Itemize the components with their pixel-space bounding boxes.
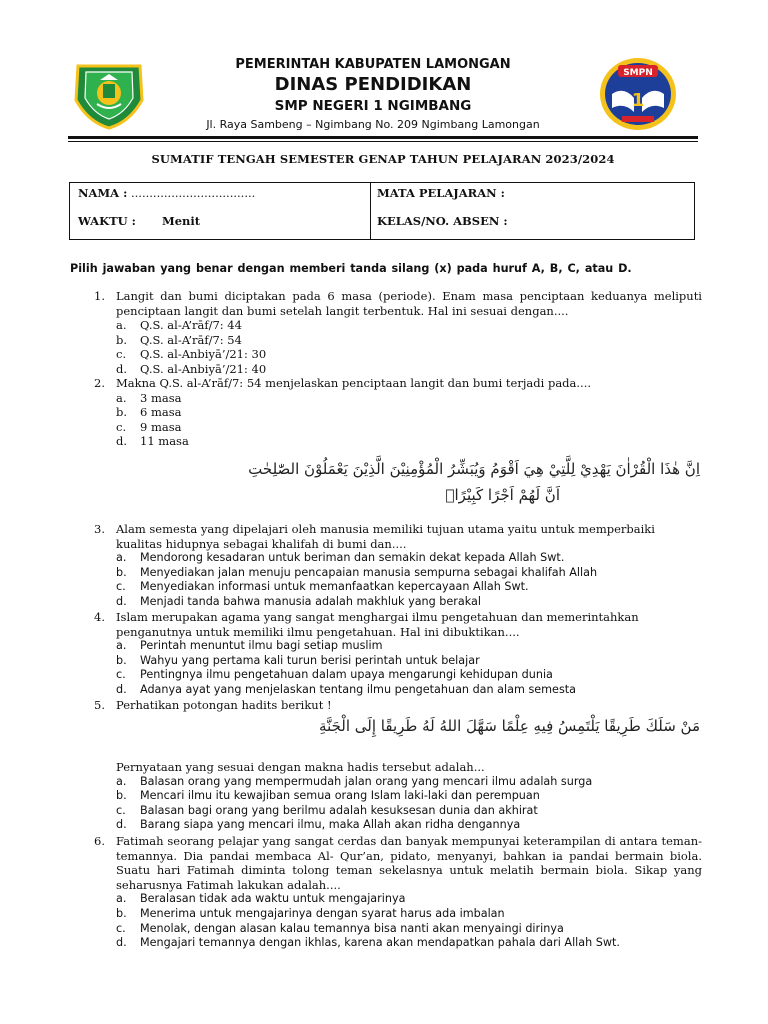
option-text: Balasan bagi orang yang berilmu adalah kesuksesan dunia dan akhirat <box>140 803 538 817</box>
option-text: Q.S. al-A’rāf/7: 54 <box>140 332 242 347</box>
option-text: Menjadi tanda bahwa manusia adalah makhluk yang berakal <box>140 594 481 608</box>
question-stem: Makna Q.S. al-A’rāf/7: 54 menjelaskan penciptaan langit dan bumi terjadi pada.... <box>116 376 592 390</box>
option-c[interactable] <box>116 804 702 819</box>
government-name: PEMERINTAH KABUPATEN LAMONGAN <box>235 57 511 72</box>
option-text: Pentingnya ilmu pengetahuan dalam upaya mengarungi kehidupan dunia <box>140 668 553 682</box>
school-logo-number: 1 <box>631 90 645 111</box>
option-d[interactable] <box>116 683 702 698</box>
option-letter: b. <box>116 405 128 420</box>
option-letter: d. <box>116 361 128 376</box>
hadith-text: مَنْ سَلَكَ طَرِيقًا يَلْتَمِسُ فِيهِ عِلْمًا سَهَّلَ اللهُ لَهُ طَرِيقًا إِلَى الْجَنَّةِ <box>319 717 700 735</box>
option-text: Perintah menuntut ilmu bagi setiap muslim <box>140 639 383 653</box>
option-text: Mencari ilmu itu kewajiban semua orang Islam laki-laki dan perempuan <box>140 789 540 803</box>
option-text: Adanya ayat yang menjelaskan tentang ilmu pengetahuan dan alam semesta <box>140 682 577 696</box>
option-letter: b. <box>116 565 127 579</box>
option-text: 6 masa <box>140 405 182 420</box>
option-b[interactable] <box>116 789 702 804</box>
option-letter: d. <box>116 818 127 832</box>
question-number: 5. <box>94 698 105 712</box>
option-d[interactable] <box>116 595 702 610</box>
question-stem: Perhatikan potongan hadits berikut ! <box>116 698 332 712</box>
question-stem: Langit dan bumi diciptakan pada 6 masa (periode). Enam masa penciptaan keduanya meliputi penciptaan langit dan bumi setelah langit terbentuk. Hal ini sesuai dengan.... <box>116 289 702 318</box>
letterhead-text <box>158 54 588 134</box>
option-text: Q.S. al-Anbiyā’/21: 40 <box>140 361 267 376</box>
option-letter: a. <box>116 318 127 333</box>
option-a[interactable] <box>116 391 702 406</box>
option-letter: c. <box>116 419 127 434</box>
option-text: Mendorong kesadaran untuk beriman dan semakin dekat kepada Allah Swt. <box>140 551 565 565</box>
option-a[interactable] <box>116 551 702 566</box>
option-c[interactable] <box>116 668 702 683</box>
question-number: 4. <box>94 610 105 624</box>
option-text: Barang siapa yang mencari ilmu, maka Allah akan ridha dengannya <box>140 818 521 832</box>
identity-box-divider <box>370 183 371 239</box>
option-letter: c. <box>116 347 127 362</box>
option-d[interactable] <box>116 434 702 449</box>
option-list <box>116 892 702 950</box>
letterhead-rule-thick <box>68 136 698 139</box>
option-letter: a. <box>116 639 127 653</box>
option-letter: a. <box>116 892 127 906</box>
question-stem: Fatimah seorang pelajar yang sangat cerdas dan banyak mempunyai keterampilan di antara teman-temannya. Dia pandai membaca Al- Qur’an, pidato, menyanyi, bahkan ia pandai bermain biola. Suatu hari Fatimah diminta tolong teman sekelasnya untuk melatih bermain biola. Sikap yang seharusnya Fatimah lakukan adalah.... <box>116 834 702 892</box>
option-letter: d. <box>116 936 127 950</box>
option-text: 9 masa <box>140 419 182 434</box>
option-letter: b. <box>116 906 127 920</box>
nama-label: NAMA : <box>78 186 128 200</box>
option-a[interactable] <box>116 318 702 333</box>
option-letter: d. <box>116 594 127 608</box>
option-text: Balasan orang yang mempermudah jalan orang yang mencari ilmu adalah surga <box>140 774 593 788</box>
department-name: DINAS PENDIDIKAN <box>274 74 472 95</box>
option-text: 3 masa <box>140 390 182 405</box>
option-letter: a. <box>116 774 127 788</box>
question-3 <box>94 522 702 610</box>
option-b[interactable] <box>116 333 702 348</box>
option-list <box>116 391 702 449</box>
option-letter: b. <box>116 332 128 347</box>
student-identity-box <box>69 182 695 240</box>
question-5-continued <box>94 760 702 833</box>
option-d[interactable] <box>116 362 702 377</box>
question-1 <box>94 289 702 377</box>
question-stem: Alam semesta yang dipelajari oleh manusia memiliki tujuan utama yaitu untuk memperbaiki kualitas hidupnya sebagai khalifah di bumi dan.... <box>116 522 655 551</box>
option-text: 11 masa <box>140 434 189 449</box>
letterhead-rule-thin <box>68 141 698 142</box>
question-number: 6. <box>94 834 105 848</box>
option-b[interactable] <box>116 566 702 581</box>
option-c[interactable] <box>116 420 702 435</box>
question-stem-2: Pernyataan yang sesuai dengan makna hadis tersebut adalah... <box>116 760 485 774</box>
option-letter: b. <box>116 653 127 667</box>
option-list <box>116 639 702 697</box>
lamongan-regency-logo-icon <box>70 60 148 130</box>
option-b[interactable] <box>116 907 702 922</box>
kelas-absen-field: KELAS/NO. ABSEN : <box>377 214 508 228</box>
option-b[interactable] <box>116 405 702 420</box>
nama-value: .................................. <box>127 186 256 200</box>
option-list <box>116 318 702 376</box>
option-a[interactable] <box>116 639 702 654</box>
option-d[interactable] <box>116 936 702 951</box>
waktu-value: Menit <box>161 214 201 228</box>
question-2 <box>94 376 702 449</box>
option-text: Mengajari temannya dengan ikhlas, karena akan mendapatkan pahala dari Allah Swt. <box>140 936 620 950</box>
question-number: 1. <box>94 289 105 303</box>
option-text: Wahyu yang pertama kali turun berisi perintah untuk belajar <box>140 653 480 667</box>
option-letter: c. <box>116 921 126 935</box>
option-letter: a. <box>116 551 127 565</box>
school-logo-icon <box>598 56 678 132</box>
option-letter: d. <box>116 682 127 696</box>
option-c[interactable] <box>116 580 702 595</box>
option-text: Q.S. al-A’rāf/7: 44 <box>140 318 242 333</box>
option-text: Beralasan tidak ada waktu untuk mengajarinya <box>140 892 406 906</box>
question-stem: Islam merupakan agama yang sangat menghargai ilmu pengetahuan dan memerintahkan penganutnya untuk memiliki ilmu pengetahuan. Hal ini dibuktikan.... <box>116 610 639 639</box>
option-a[interactable] <box>116 892 702 907</box>
school-name: SMP NEGERI 1 NGIMBANG <box>274 98 472 114</box>
quran-verse <box>160 456 700 508</box>
mata-pelajaran-field: MATA PELAJARAN : <box>377 186 505 200</box>
letterhead <box>68 54 698 134</box>
option-text: Menyediakan informasi untuk memanfaatkan kepercayaan Allah Swt. <box>140 580 529 594</box>
quran-verse-line-2: اَنَّ لَهُمْ اَجْرًا كَبِيْرًاۙ <box>445 486 560 504</box>
exam-title: SUMATIF TENGAH SEMESTER GENAP TAHUN PELAJARAN 2023/2024 <box>151 152 615 166</box>
option-b[interactable] <box>116 654 702 669</box>
question-number: 3. <box>94 522 105 536</box>
option-letter: a. <box>116 390 127 405</box>
option-text: Menolak, dengan alasan kalau temannya bisa nanti akan menyaingi dirinya <box>140 921 564 935</box>
option-text: Menerima untuk mengajarinya dengan syarat harus ada imbalan <box>140 906 505 920</box>
option-letter: d. <box>116 434 128 449</box>
option-letter: b. <box>116 789 127 803</box>
question-4 <box>94 610 702 698</box>
option-c[interactable] <box>116 347 702 362</box>
option-letter: c. <box>116 803 126 817</box>
option-list <box>116 775 702 833</box>
school-logo-text: SMPN <box>623 68 653 78</box>
question-number: 2. <box>94 376 105 390</box>
waktu-label: WAKTU : <box>78 214 136 228</box>
option-letter: c. <box>116 580 126 594</box>
instruction: Pilih jawaban yang benar dengan memberi tanda silang (x) pada huruf A, B, C, atau D. <box>70 262 632 275</box>
waktu-field <box>78 214 200 228</box>
school-address: Jl. Raya Sambeng – Ngimbang No. 209 Ngimbang Lamongan <box>206 118 540 131</box>
option-c[interactable] <box>116 922 702 937</box>
option-letter: c. <box>116 668 126 682</box>
option-list <box>116 551 702 609</box>
quran-verse-line-1: اِنَّ هٰذَا الْقُرْاٰنَ يَهْدِيْ لِلَّتِيْ هِيَ اَقْوَمُ وَيُبَشِّرُ الْمُؤْمِنِيْنَ الَّذِيْنَ يَعْمَلُوْنَ الصّٰلِحٰتِ <box>248 460 700 478</box>
option-a[interactable] <box>116 775 702 790</box>
nama-field <box>78 186 255 200</box>
option-text: Q.S. al-Anbiyā’/21: 30 <box>140 347 267 362</box>
option-d[interactable] <box>116 818 702 833</box>
option-text: Menyediakan jalan menuju pencapaian manusia sempurna sebagai khalifah Allah <box>140 565 598 579</box>
question-6 <box>94 834 702 951</box>
question-5 <box>94 698 702 713</box>
